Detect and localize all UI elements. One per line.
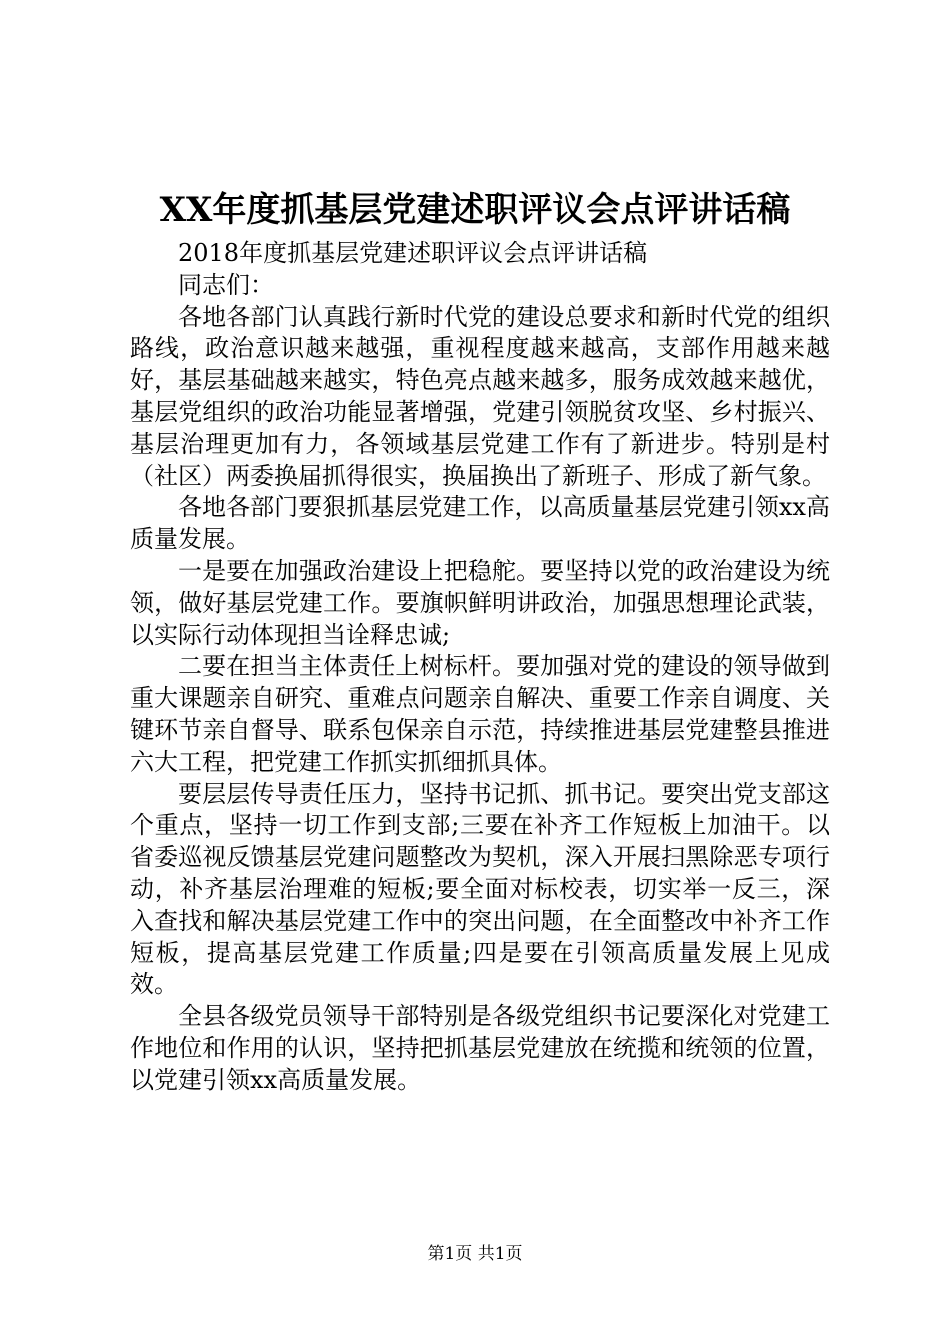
salutation: 同志们： <box>178 270 274 299</box>
paragraph: 二要在担当主体责任上树标杆。要加强对党的建设的领导做到重大课题亲自研究、重难点问题亲自解决、重要工作亲自调度、关键环节亲自督导、联系包保亲自示范，持续推进基层党建整县推进六大工程，把党建工作抓实抓细抓具体。 <box>130 652 830 776</box>
document-subtitle: 2018年度抓基层党建述职评议会点评讲话稿 <box>178 239 648 267</box>
paragraph: 各地各部门认真践行新时代党的建设总要求和新时代党的组织路线，政治意识越来越强，重视程度越来越高，支部作用越来越好，基层基础越来越实，特色亮点越来越多，服务成效越来越优，基层党组织的政治功能显著增强，党建引领脱贫攻坚、乡村振兴、基层治理更加有力，各领域基层党建工作有了新进步。特别是村（社区）两委换届抓得很实，换届换出了新班子、形成了新气象。 <box>130 302 830 490</box>
document-title: XX年度抓基层党建述职评议会点评讲话稿 <box>159 190 791 230</box>
document-body <box>130 238 830 1097</box>
paragraph: 各地各部门要狠抓基层党建工作，以高质量基层党建引领xx高质量发展。 <box>130 493 830 554</box>
page-footer: 第1页 共1页 <box>427 1244 523 1264</box>
paragraph: 一是要在加强政治建设上把稳舵。要坚持以党的政治建设为统领，做好基层党建工作。要旗帜鲜明讲政治，加强思想理论武装，以实际行动体现担当诠释忠诚; <box>130 556 830 649</box>
paragraph: 要层层传导责任压力，坚持书记抓、抓书记。要突出党支部这个重点，坚持一切工作到支部;三要在补齐工作短板上加油干。以省委巡视反馈基层党建问题整改为契机，深入开展扫黑除恶专项行动，补齐基层治理难的短板;要全面对标校表，切实举一反三，深入查找和解决基层党建工作中的突出问题，在全面整改中补齐工作短板，提高基层党建工作质量;四是要在引领高质量发展上见成效。 <box>130 779 830 999</box>
paragraph: 全县各级党员领导干部特别是各级党组织书记要深化对党建工作地位和作用的认识，坚持把抓基层党建放在统揽和统领的位置，以党建引领xx高质量发展。 <box>130 1002 830 1094</box>
